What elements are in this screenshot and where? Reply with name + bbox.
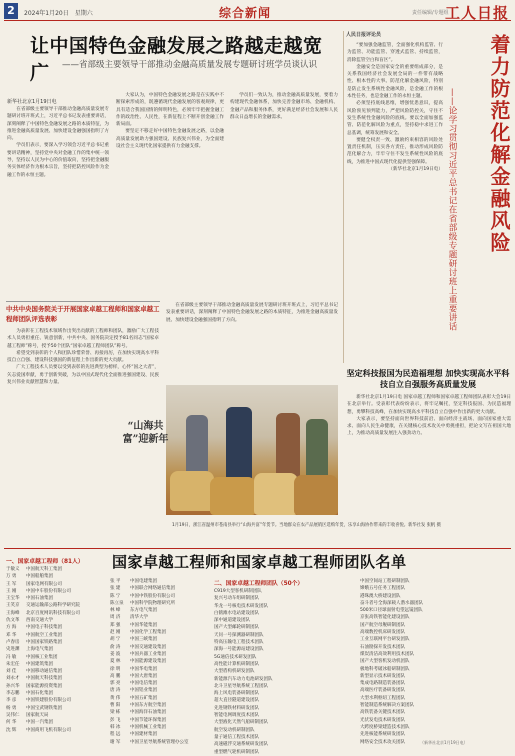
team-entry: 超大直径隧道建设团队 <box>214 698 259 704</box>
photo-big-caption: “山海共富”迎新年 <box>122 421 169 445</box>
page-header <box>4 3 511 21</box>
engineer-entry <box>6 566 106 573</box>
engineer-name: 张 平 <box>110 579 121 584</box>
engineer-entry <box>110 702 210 709</box>
engineer-entry <box>110 578 210 585</box>
engineer-name: 王海峰 <box>6 610 20 616</box>
engineer-name: 陈立泉 <box>110 600 124 606</box>
engineer-name: 唐 涛 <box>110 688 121 694</box>
engineer-org: 中国国家铁路集团 <box>26 639 62 645</box>
team-entry: 先进核能系统研发团队 <box>360 732 405 738</box>
engineer-name: 黄 伟 <box>110 695 121 701</box>
engineer-entry <box>6 646 106 653</box>
engineer-name: 姜 波 <box>110 651 121 657</box>
team-entry: 智能电网调度技术团队 <box>214 713 259 719</box>
engineer-entry <box>110 600 210 607</box>
produce-sack <box>210 477 256 515</box>
team-entry: 网络安全技术攻关团队 <box>360 739 405 745</box>
engineer-entry <box>6 595 106 602</box>
engineer-name: 高 鹏 <box>110 673 121 679</box>
engineer-name: 王 军 <box>6 581 17 587</box>
team-entry: 中国空间站工程研制团队 <box>360 579 410 584</box>
engineer-entry <box>110 695 210 702</box>
engineer-org: 中国化学工程集团 <box>130 630 166 636</box>
team-entry: 航空发动机研制团队 <box>214 727 255 733</box>
engineer-entry <box>6 639 106 646</box>
engineer-name: 冯 敏 <box>6 654 17 660</box>
news-photo-market <box>166 385 338 515</box>
engineer-entry <box>110 622 210 629</box>
engineer-entry <box>6 697 106 704</box>
engineer-org: 中国能源建设集团 <box>130 659 166 665</box>
story2-paragraph: 希望受到表彰的个人和团队珍惜荣誉、再接再厉，在加快实现高水平科技自立自强、建设科技强国的新征程上作出新的更大贡献。 <box>7 350 159 364</box>
engineer-entry <box>6 632 106 639</box>
engineer-entry <box>6 727 106 734</box>
engineer-org: 国家能源投资集团 <box>26 683 62 689</box>
right-story-headline: 坚定科技报国为民造福理想 加快实现高水平科技自立自强服务高质量发展 <box>346 369 510 389</box>
engineer-entry <box>110 739 210 746</box>
engineer-org: 交通运输部公路科学研究院 <box>26 603 80 609</box>
engineer-name: 梁 栋 <box>110 710 121 716</box>
engineer-org: 中国航天科技集团 <box>26 676 62 682</box>
engineer-name: 林 峰 <box>110 608 121 614</box>
team-entry: 白鹤滩水电站建设团队 <box>214 610 259 616</box>
engineer-org: 中国中车股份有限公司 <box>26 588 71 594</box>
engineer-org: 北京百度网讯科技有限公司 <box>26 610 80 616</box>
engineer-org: 中国华电集团 <box>130 666 157 672</box>
engineer-name: 彭 飞 <box>110 717 121 723</box>
team-entry: 煤炭清洁高效利用技术团队 <box>360 651 414 657</box>
team-entry: 海上风电装备研制团队 <box>214 691 259 697</box>
engineer-name: 俞 涛 <box>110 644 121 650</box>
lead-paragraph: 学员们表示，要深入学习领会习近平总书记重要讲话精神，坚持党中央对金融工作的集中统一领导，坚持以人民为中心的价值取向，坚持把金融服务实体经济作为根本宗旨，坚持把防控风险作为金融工作的永恒主题。 <box>7 143 109 178</box>
engineer-entry <box>110 593 210 600</box>
engineer-entry <box>110 636 210 643</box>
team-entry: 深海一号能源站建设团队 <box>214 647 264 653</box>
engineer-entry <box>110 680 210 687</box>
team-entry: 高端医疗装备研发团队 <box>360 688 405 694</box>
engineer-name: 赵 刚 <box>110 630 121 636</box>
engineer-entry <box>6 668 106 675</box>
engineer-entry <box>110 709 210 716</box>
produce-sack <box>254 473 298 515</box>
list-footer: （新华社北京1月19日电） <box>420 740 468 745</box>
team-entry: 港珠澳大桥建设团队 <box>360 593 401 599</box>
engineer-org: 中国海洋石油集团 <box>130 710 166 716</box>
engineer-org: 中国宝武钢铁集团 <box>26 705 62 711</box>
engineer-entry <box>6 617 106 624</box>
editor-meta: 责任编辑/专题组 <box>412 10 449 16</box>
lead-paragraph: 在省部级主要领导干部推动金融高质量发展专题研讨班开班式上，习近平总书记发表重要讲话，深刻阐释了中国特色金融发展之路的本质特征，为推进金融高质量发展、加快建设金融强国指明了方向。 <box>166 303 338 323</box>
engineer-org: 中国石油集团 <box>26 596 53 602</box>
produce-sack <box>294 475 338 515</box>
engineer-entry <box>110 629 210 636</box>
engineer-name: 万 勇 <box>6 574 17 580</box>
team-entry: 高性能计算机研制团队 <box>214 661 259 667</box>
right-story-body <box>347 394 511 544</box>
team-entry: 特高压输电工程技术团队 <box>214 640 264 646</box>
engineer-name: 杨 勇 <box>6 705 17 711</box>
team-entry: 高铁装备关键技术团队 <box>360 710 405 716</box>
engineer-entry <box>110 651 210 658</box>
team-entry: C919大型客机研制团队 <box>214 589 262 594</box>
team-entry: 奋斗者号全海深载人潜水器团队 <box>360 600 423 606</box>
commentary-paragraph: 金融安全是国家安全的重要组成部分，是关系我国经济社会发展全局的一件带有战略性、根本性的大事。防范化解金融风险，特别是防止发生系统性金融风险，是金融工作的根本性任务，也是金融工作的永恒主题。 <box>347 64 443 100</box>
engineer-name: 陈 宁 <box>110 593 121 599</box>
team-entry: 极地科考破冰船研制团队 <box>360 666 410 672</box>
section-title: 综合新闻 <box>219 6 272 20</box>
team-entry: 500米口径球面射电望远镜团队 <box>360 608 423 614</box>
engineer-name: 孙兴华 <box>6 683 20 689</box>
commentary-paragraph: 要健全权责一致、激励约束相容的风险处置责任机制，压实各方责任，推动形成风险防范化解合力，牢牢守住不发生系统性风险的底线，为推进中国式现代化提供坚强保障。 <box>347 137 443 165</box>
story2-paragraph: 为表彰在工程技术领域作出突出贡献的工程师和团队，激励广大工程技术人员勇担重任、锐意创新，中共中央、国务院决定授予81名同志“国家卓越工程师”称号，授予50个团队“国家卓越工程师团队”称号。 <box>7 329 159 349</box>
engineer-entry <box>110 607 210 614</box>
team-entry: 大型盾构机研发团队 <box>214 669 255 675</box>
engineer-name: 程 远 <box>110 732 121 738</box>
engineer-name: 夏 林 <box>110 659 121 665</box>
commentary-label: 人民日报评论员 <box>346 32 382 38</box>
engineer-name: 曹 阳 <box>110 703 121 709</box>
engineer-list-col1 <box>6 566 106 742</box>
engineer-name: 史进渊 <box>6 647 20 653</box>
issue-date: 2024年1月20日 星期六 <box>24 10 93 17</box>
lead-paragraph: 学员们一致认为，推动金融高质量发展，要着力构建现代金融体系，加快完善金融市场、金融机构、金融产品和服务体系，更好满足经济社会发展和人民群众日益增长的金融需求。 <box>230 93 338 120</box>
engineer-entry <box>110 731 210 738</box>
lead-paragraph: 要坚定不移走好中国特色金融发展之路，以金融高质量发展助力强国建设、民族复兴伟业，为全面建设社会主义现代化国家提供有力金融支撑。 <box>116 129 224 150</box>
engineer-org: 中国兵器工业集团 <box>130 651 166 657</box>
engineer-name: 刘 佳 <box>6 669 17 675</box>
team-entry: 京张高铁智能化建设团队 <box>360 615 410 621</box>
commentary-subheadline: ——论学习贯彻习近平总书记在省部级专题研讨班上重要讲话 <box>447 88 457 331</box>
engineer-entry <box>6 588 106 595</box>
engineer-name: 韩 冰 <box>110 724 121 730</box>
team-entry: 量子通信工程技术团队 <box>214 734 259 740</box>
engineer-entry <box>110 724 210 731</box>
story2-headline: 中共中央国务院关于开展国家卓越工程师和国家卓越工程师团队评选表彰 <box>6 305 160 323</box>
engineer-name: 张 建 <box>110 586 121 592</box>
team-entry: 深中通道建设团队 <box>214 618 250 624</box>
engineer-list-col2 <box>110 578 210 745</box>
engineer-entry <box>6 654 106 661</box>
engineer-org: 国家航天局 <box>26 712 49 718</box>
engineer-name: 王宝华 <box>6 596 20 602</box>
engineer-name: 李志鹏 <box>6 691 20 697</box>
engineer-entry <box>6 573 106 580</box>
engineer-org: 中国东方航空集团 <box>130 703 166 709</box>
team-entry: 新型显示技术研发团队 <box>360 673 405 679</box>
engineer-org: 中国航天科工集团 <box>26 567 62 572</box>
team-entry: 光伏发电技术研发团队 <box>360 717 405 723</box>
engineer-org: 中国三峡集团 <box>130 637 157 643</box>
team-list-col1 <box>214 588 354 755</box>
engineer-org: 中国机械工业集团 <box>130 724 166 730</box>
commentary-column-1 <box>347 42 443 360</box>
engineer-org: 中国电建集团 <box>130 579 157 584</box>
engineer-entry <box>110 687 210 694</box>
engineer-name: 何 华 <box>6 720 17 726</box>
engineer-org: 中国节能环保集团 <box>130 717 166 723</box>
team-entry: 智能制造系统解决方案团队 <box>360 703 414 709</box>
lead-paragraph: 在省部级主要领导干部推动金融高质量发展专题研讨班开班式上，习近平总书记发表重要讲话，深刻阐释了中国特色金融发展之路的本质特征，为推进金融高质量发展、加快建设金融强国指明了方向。 <box>7 107 109 142</box>
team-entry: 5G通信技术研发团队 <box>214 654 257 660</box>
engineer-name: 卢春房 <box>6 639 20 645</box>
engineer-name: 方 海 <box>6 625 17 631</box>
engineer-entry <box>6 602 106 609</box>
team-entry: 华龙一号核电技术研发团队 <box>214 603 268 609</box>
engineer-org: 中国船舶集团 <box>26 574 53 580</box>
engineer-org: 中国科学院物理研究所 <box>130 600 175 606</box>
engineer-org: 上海电气集团 <box>26 647 53 653</box>
lead-column-3 <box>230 92 338 298</box>
section2-heading: 二、国家卓越工程师团队（50个） <box>214 581 304 587</box>
engineer-org: 中国交通建设集团 <box>130 644 166 650</box>
engineer-org: 中国建筑集团 <box>26 661 53 667</box>
honor-list-headline: 国家卓越工程师和国家卓越工程师团队名单 <box>112 553 407 571</box>
photo-caption: 1月19日，浙江省温州市苍南县举行“山海共富”年货节。当地群众在农产品展销区选购年货，乐享山海协作带来的丰收喜悦。新华社发 张帆 摄 <box>172 523 441 528</box>
engineer-org: 中国电信集团 <box>130 681 157 687</box>
team-entry: 高端数控机床研发团队 <box>360 630 405 636</box>
team-entry: 天问一号探测器研制团队 <box>214 632 264 638</box>
engineer-entry <box>6 661 106 668</box>
engineer-entry <box>6 581 106 588</box>
engineer-name: 仇文革 <box>6 618 20 624</box>
engineer-name: 朱宏任 <box>6 661 20 667</box>
engineer-entry <box>110 717 210 724</box>
team-entry: 石油勘探开发技术团队 <box>360 644 405 650</box>
team-entry: 大型液化天然气船研制团队 <box>214 720 268 726</box>
engineer-org: 中国卫星导航系统管理办公室 <box>130 739 189 745</box>
team-entry: 新能源汽车动力电池研发团队 <box>214 676 273 682</box>
engineer-name: 徐 明 <box>110 666 121 672</box>
team-entry: 嫦娥五号任务工程团队 <box>360 586 405 592</box>
team-entry: 国产航空母舰研制团队 <box>360 622 405 628</box>
story2-paragraph: 广大工程技术人员要以受到表彰的先进典型为榜样，心怀“国之大者”，矢志爱国奉献，勇于创新突破，为以中国式现代化全面推进强国建设、民族复兴伟业贡献智慧和力量。 <box>7 365 159 386</box>
commentary-signature: （新华社北京1月19日电） <box>388 167 443 173</box>
engineer-name: 吴伟仁 <box>6 712 20 718</box>
commentary-headline: 着力防范化解金融风险 <box>487 34 511 254</box>
story2-header <box>6 301 160 324</box>
engineer-entry <box>6 675 106 682</box>
engineer-entry <box>6 683 106 690</box>
engineer-org: 中国建材集团 <box>130 732 157 738</box>
engineer-org: 国家电网有限公司 <box>26 581 62 587</box>
newspaper-logo: 工人日报 <box>444 4 509 22</box>
engineer-entry <box>110 658 210 665</box>
lead-paragraph: 大家认为，中国特色金融发展之路是在实践中不断探索形成的，既遵循现代金融发展的客观规律，更具有适合我国国情的鲜明特色，必须牢牢把握金融工作的政治性、人民性，在新征程上不断开创金融工作新局面。 <box>116 93 224 128</box>
engineer-org: 中国核工业集团 <box>26 654 58 660</box>
engineer-entry <box>110 585 210 592</box>
engineer-name: 王 刚 <box>6 588 17 594</box>
person-figure <box>226 407 252 487</box>
lead-headline: 让中国特色金融发展之路越走越宽广 <box>30 35 323 84</box>
lead-column-1 <box>7 106 109 298</box>
engineer-name: 周 济 <box>110 615 121 621</box>
engineer-org: 中国五矿集团 <box>130 695 157 701</box>
team-entry: 高速磁浮交通系统研发团队 <box>214 742 268 748</box>
page-number: 2 <box>4 3 18 19</box>
section1-label <box>6 556 106 566</box>
engineer-name: 李 彦 <box>6 698 17 704</box>
team-entry: 重型燃气轮机研制团队 <box>214 749 259 755</box>
team-entry: 先进钢铁材料研发团队 <box>214 705 259 711</box>
engineer-entry <box>6 712 106 719</box>
engineer-org: 中国铝业集团 <box>130 688 157 694</box>
engineer-name: 沈 辉 <box>6 727 17 733</box>
engineer-name: 郭 亮 <box>110 681 121 687</box>
engineer-org: 中国商用飞机有限公司 <box>26 727 71 733</box>
team-entry: 北斗卫星导航系统工程团队 <box>214 683 268 689</box>
commentary-paragraph: 必须坚持底线思维，增强忧患意识，提高风险预见预判能力，严把风险防控关，守住不发生系统性金融风险的底线。要以全面加强监管、防范化解风险为重点，坚持稳中求进工作总基调，统筹发展和安全。 <box>347 101 443 136</box>
lead-byline: 新华社北京1月19日电 <box>7 99 57 105</box>
engineer-name: 于敏义 <box>6 567 20 572</box>
engineer-org: 中国联合网络通信集团 <box>130 586 175 592</box>
section2-label <box>214 578 354 588</box>
engineer-name: 邓 华 <box>6 632 17 638</box>
engineer-org: 西南交通大学 <box>26 618 53 624</box>
produce-sack <box>170 471 214 511</box>
team-entry: 大跨度桥梁建造技术团队 <box>360 724 410 730</box>
lead-continuation <box>166 302 338 382</box>
engineer-org: 中国大唐集团 <box>130 673 157 679</box>
engineer-org: 中国电子科技集团 <box>26 625 62 631</box>
engineer-org: 中国航空工业集团 <box>26 632 62 638</box>
right-story-paragraph: 新华社北京1月19日电 国家卓越工程师和国家卓越工程师团队表彰大会19日在北京举行。受表彰代表纷纷表示，将牢记嘱托，坚定科技报国、为民造福理想，勇攀科技高峰，在加快实现高水平科技自立自强中作出新的更大贡献。 <box>347 395 511 415</box>
lead-column-2 <box>116 92 224 298</box>
commentary-paragraph: “要加强金融监管，全面强化机构监管、行为监管、功能监管、穿透式监管、持续监管，消除监管空白和盲区”。 <box>347 43 443 63</box>
team-entry: 国产大型邮轮研制团队 <box>214 625 259 631</box>
engineer-entry <box>110 673 210 680</box>
team-entry: 集成电路制造装备团队 <box>360 681 405 687</box>
team-entry: 复兴号动车组研制团队 <box>214 596 259 602</box>
engineer-name: 刘永才 <box>6 676 20 682</box>
engineer-name: 胡 宁 <box>110 637 121 643</box>
section1-heading: 一、国家卓越工程师（81人） <box>6 559 84 565</box>
engineer-entry <box>6 610 106 617</box>
engineer-entry <box>110 644 210 651</box>
engineer-entry <box>6 719 106 726</box>
engineer-name: 郑 强 <box>110 622 121 628</box>
team-entry: 国产大型客机发动机团队 <box>360 659 410 665</box>
engineer-org: 中国华能集团 <box>130 622 157 628</box>
engineer-org: 中国中铁股份有限公司 <box>130 593 175 599</box>
engineer-org: 中国移动通信集团 <box>26 669 62 675</box>
engineer-org: 中国石化集团 <box>26 691 53 697</box>
engineer-entry <box>110 666 210 673</box>
right-story-paragraph: 大家表示，要坚持面向世界科技前沿、面向经济主战场、面向国家重大需求、面向人民生命健康，在关键核心技术攻关中勇挑重担，把论文写在祖国大地上，为推动高质量发展注入强劲动力。 <box>347 416 511 437</box>
engineer-name: 王笑京 <box>6 603 20 609</box>
engineer-org: 中国铁建股份有限公司 <box>26 698 71 704</box>
engineer-org: 东方电气集团 <box>130 608 157 614</box>
engineer-entry <box>110 614 210 621</box>
engineer-org: 中国一汽集团 <box>26 720 53 726</box>
team-entry: 大型水利枢纽工程团队 <box>360 695 405 701</box>
team-entry: 工业互联网平台研发团队 <box>360 637 410 643</box>
engineer-entry <box>6 705 106 712</box>
engineer-name: 谢 军 <box>110 739 121 745</box>
engineer-org: 清华大学 <box>130 615 148 621</box>
engineer-entry <box>6 690 106 697</box>
engineer-entry <box>6 624 106 631</box>
lead-subheadline: ——省部级主要领导干部推动金融高质量发展专题研讨班学员谈认识 <box>62 60 318 70</box>
